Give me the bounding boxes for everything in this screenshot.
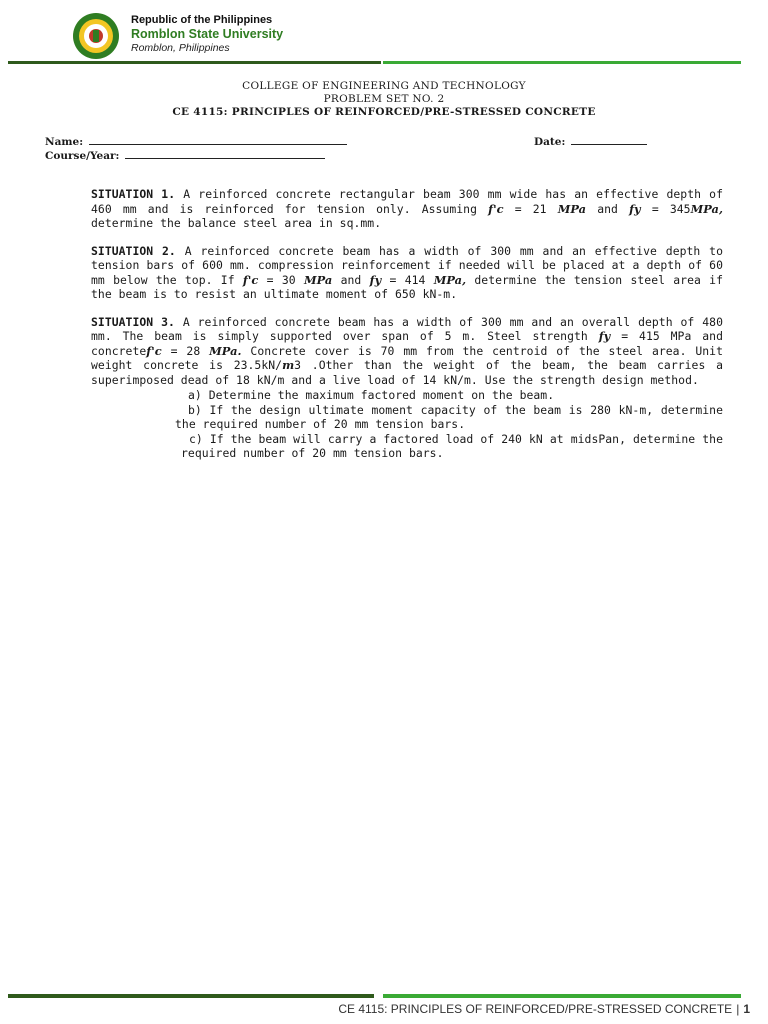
situation-1-text: A reinforced concrete rectangular beam 300 mm wide has an effective depth of 460 mm and is reinforced for tension only. Assuming [91,187,723,216]
situation-3-text: = 28 [161,343,210,358]
situation-3 [91,315,723,388]
footer-rule-light [383,994,741,998]
math-mpa: MPa, [433,272,467,287]
situation-1-text: determine the balance steel area in sq.mm. [91,216,382,230]
course-year-blank[interactable] [125,148,325,159]
college-title: COLLEGE OF ENGINEERING AND TECHNOLOGY [242,80,526,92]
name-blank[interactable] [89,134,347,145]
math-fy: fy [629,201,641,216]
math-fc: f'c [242,272,259,287]
footer-course: CE 4115: PRINCIPLES OF REINFORCED/PRE-STRESSED CONCRETE [338,1002,733,1016]
date-label: Date: [534,136,566,148]
situation-2-text: A reinforced concrete beam has a width of 300 mm and an effective depth to tension bars of 600 mm. compression reinforcement if needed will be placed at a depth of 60 mm below the top. If [91,243,723,287]
university-header [131,14,283,55]
math-fc: f'c [146,343,162,358]
name-field [45,134,347,148]
situation-2-label: SITUATION 2. [91,243,176,258]
situation-1 [91,187,723,231]
header-rule-dark [8,61,381,64]
university-seal-icon [66,12,126,60]
situation-2 [91,244,723,302]
university-location: Romblon, Philippines [131,42,230,54]
math-mpa: MPa. [209,343,242,358]
subitem-b: b) If the design ultimate moment capacity of the beam is 280 kN-m, determine the required number of 20 mm tension bars. [175,402,723,431]
problem-content [91,187,723,461]
course-year-label: Course/Year: [45,150,120,162]
math-fy: fy [598,329,611,343]
math-mpa: MPa [557,201,587,216]
date-blank[interactable] [571,134,647,145]
course-title: CE 4115: PRINCIPLES OF REINFORCED/PRE-STRESSED CONCRETE [172,106,596,118]
situation-1-text: and [586,201,630,216]
situation-3-label: SITUATION 3. [91,314,175,329]
math-fy: fy [369,272,382,287]
situation-3-text: = 415 MPa and concrete [91,329,723,358]
math-mpa: MPa [303,272,333,287]
name-label: Name: [45,136,84,148]
problem-set-title: PROBLEM SET NO. 2 [323,93,445,105]
situation-3-text: A reinforced concrete beam has a width of 300 mm and an overall depth of 480 mm. The beam is simply supported over span of 5 m. Steel strength [91,314,723,343]
situation-2-text: determine the tension steel area if the beam is to resist an ultimate moment of 650 kN-m. [91,272,723,301]
situation-2-text: = 30 [258,272,304,287]
math-fc: f'c [488,201,504,216]
situation-2-text: and [332,272,370,287]
situation-3-subitems [91,388,723,461]
page-number: 1 [743,1002,750,1016]
situation-2-text: = 414 [381,272,434,287]
footer-separator: | [736,1002,740,1016]
situation-1-label: SITUATION 1. [91,187,176,201]
course-year-field [45,148,325,162]
subitem-c: c) If the beam will carry a factored load of 240 kN at midsPan, determine the required number of 20 mm tension bars. [181,431,723,460]
university-name: Romblon State University [131,27,284,41]
header-rule-light [383,61,741,64]
math-m: m [282,358,295,372]
subitem-a: a) Determine the maximum factored moment on the beam. [188,388,555,402]
footer-rule-dark [8,994,374,998]
situation-1-text: = 345 [640,201,691,216]
date-field [534,134,647,148]
page-footer [338,1002,750,1016]
document-titles [0,80,768,119]
situation-1-text: = 21 [503,201,558,216]
situation-3-text: Concrete cover is 70 mm from the centroid of the steel area. Unit weight concrete is 23.5kN/ [91,343,723,372]
situation-3-text: 3 .Other than the weight of the beam, the beam carries a superimposed dead of 18 kN/m and a live load of 14 kN/m. Use the strength design method. [91,358,723,387]
republic-label: Republic of the Philippines [131,14,273,26]
math-mpa: MPa, [690,201,723,216]
